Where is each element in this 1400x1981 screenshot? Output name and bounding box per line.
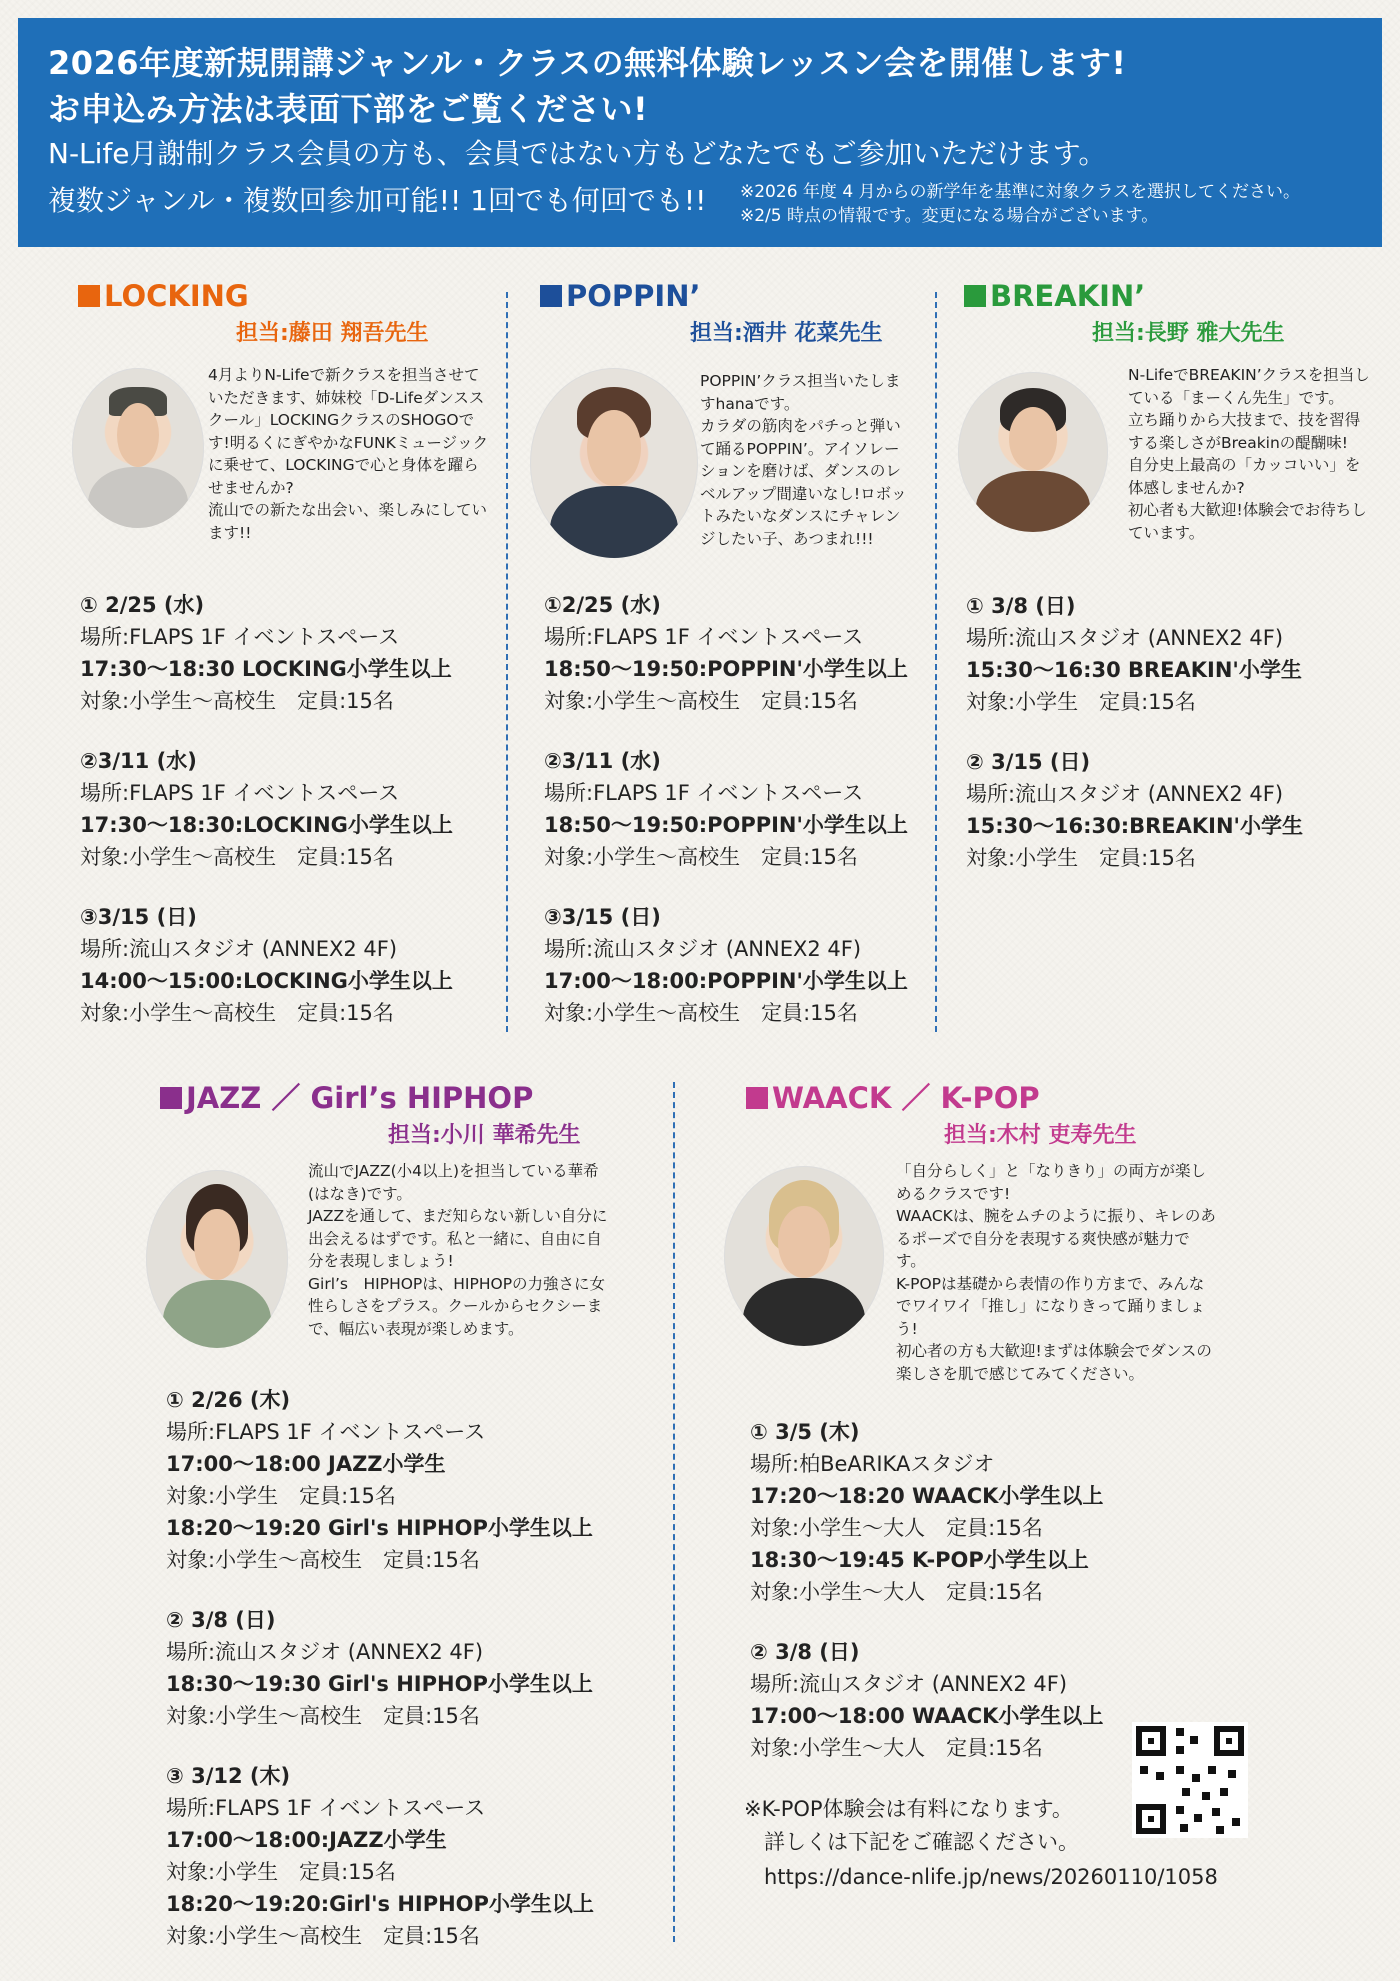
session-target: 対象:小学生〜高校生 定員:15名 — [80, 845, 394, 869]
session-date: ① 2/26 (木) — [166, 1388, 291, 1412]
banner-note-date: ※2/5 時点の情報です。変更になる場合がございます。 — [740, 206, 1159, 226]
teacher-name: 担当:長野 雅大先生 — [1092, 321, 1285, 346]
column-divider — [506, 292, 508, 1032]
session-block — [544, 901, 908, 1029]
session-date: ① 2/25 (水) — [80, 593, 205, 617]
session-target: 対象:小学生〜大人 定員:15名 — [750, 1580, 1043, 1604]
section-title: LOCKING — [78, 278, 249, 314]
session-place: 場所:FLAPS 1F イベントスペース — [166, 1420, 486, 1444]
teacher-intro: 4月よりN-Lifeで新クラスを担当させていただきます、姉妹校「D-Lifeダンススクール」LOCKINGクラスのSHOGOです!明るくにぎやかなFUNKミュージックに乗せて、LOCKINGで心と身体を躍らせませんか? 流山での新たな出会い、楽しみにしています!! — [208, 366, 489, 542]
session-place: 場所:流山スタジオ (ANNEX2 4F) — [166, 1640, 484, 1664]
square-icon — [964, 285, 986, 307]
banner-eligibility: N-Life月謝制クラス会員の方も、会員ではない方もどなたでもご参加いただけます。 — [48, 137, 1107, 170]
session-place: 場所:柏BeARIKAスタジオ — [750, 1452, 995, 1476]
teacher-intro: N-LifeでBREAKIN’クラスを担当している「まーくん先生」です。 立ち踊りから大技まで、技を習得する楽しさがBreakinの醍醐味! 自分史上最高の「カッコいい」を体感しませんか? 初心者も大歓迎!体験会でお待ちしています。 — [1128, 366, 1370, 542]
banner-subheadline: お申込み方法は表面下部をご覧ください! — [48, 90, 649, 128]
details-note: 詳しくは下記をご確認ください。 — [764, 1830, 1079, 1854]
section-title: WAACK ／ K-POP — [746, 1080, 1040, 1116]
session-time: 17:00〜18:00:JAZZ小学生 — [166, 1828, 447, 1852]
session-date: ② 3/8 (日) — [166, 1608, 276, 1632]
banner-multiple-note: 複数ジャンル・複数回参加可能!! 1回でも何回でも!! — [48, 184, 707, 217]
teacher-name: 担当:酒井 花菜先生 — [690, 321, 883, 346]
banner-note-grade: ※2026 年度 4 月からの新学年を基準に対象クラスを選択してください。 — [740, 182, 1301, 202]
session-place: 場所:FLAPS 1F イベントスペース — [166, 1796, 486, 1820]
session-target: 対象:小学生〜高校生 定員:15名 — [80, 689, 394, 713]
session-time: 15:30〜16:30:BREAKIN'小学生 — [966, 814, 1303, 838]
session-target: 対象:小学生 定員:15名 — [966, 846, 1196, 870]
session-block — [166, 1760, 594, 1952]
session-time: 18:20〜19:20:Girl's HIPHOP小学生以上 — [166, 1892, 594, 1916]
column-divider — [935, 292, 937, 1032]
session-target: 対象:小学生 定員:15名 — [166, 1860, 396, 1884]
square-icon — [160, 1087, 182, 1109]
session-target: 対象:小学生〜大人 定員:15名 — [750, 1736, 1043, 1760]
session-place: 場所:FLAPS 1F イベントスペース — [544, 781, 864, 805]
session-time: 14:00〜15:00:LOCKING小学生以上 — [80, 969, 453, 993]
session-block — [750, 1416, 1103, 1608]
square-icon — [746, 1087, 768, 1109]
session-date: ③3/15 (日) — [544, 905, 661, 929]
session-date: ② 3/8 (日) — [750, 1640, 860, 1664]
session-block — [750, 1636, 1103, 1764]
session-block — [80, 901, 453, 1029]
session-date: ① 3/5 (木) — [750, 1420, 860, 1444]
details-link[interactable]: https://dance-nlife.jp/news/20260110/1058 — [764, 1865, 1218, 1889]
session-target: 対象:小学生〜高校生 定員:15名 — [544, 845, 858, 869]
teacher-name: 担当:藤田 翔吾先生 — [236, 321, 429, 346]
session-target: 対象:小学生〜高校生 定員:15名 — [544, 689, 858, 713]
session-date: ②3/11 (水) — [80, 749, 197, 773]
session-place: 場所:流山スタジオ (ANNEX2 4F) — [966, 782, 1284, 806]
qr-code-icon[interactable] — [1132, 1722, 1248, 1838]
kpop-fee-note: ※K-POP体験会は有料になります。 — [744, 1797, 1073, 1821]
banner-headline: 2026年度新規開講ジャンル・クラスの無料体験レッスン会を開催します! — [48, 44, 1127, 82]
session-time: 17:00〜18:00 JAZZ小学生 — [166, 1452, 446, 1476]
session-block — [80, 589, 453, 717]
header-banner — [18, 18, 1382, 247]
session-block — [80, 745, 453, 873]
session-block — [966, 590, 1303, 718]
session-target: 対象:小学生〜高校生 定員:15名 — [166, 1924, 480, 1948]
teacher-name: 担当:小川 華希先生 — [388, 1123, 581, 1148]
teacher-intro: POPPIN’クラス担当いたしますhanaです。 カラダの筋肉をパチっと弾いて踊るPOPPIN’。アイソレーションを磨けば、ダンスのレベルアップ間違いなし!ロボットみたいなダンスにチャレンジしたい子、あつまれ!!! — [700, 372, 907, 548]
session-place: 場所:流山スタジオ (ANNEX2 4F) — [544, 937, 862, 961]
session-target: 対象:小学生〜高校生 定員:15名 — [166, 1548, 480, 1572]
session-target: 対象:小学生〜高校生 定員:15名 — [80, 1001, 394, 1025]
teacher-photo — [724, 1166, 884, 1346]
session-time: 17:30〜18:30:LOCKING小学生以上 — [80, 813, 453, 837]
session-target: 対象:小学生〜高校生 定員:15名 — [544, 1001, 858, 1025]
session-block — [166, 1604, 594, 1732]
session-date: ①2/25 (水) — [544, 593, 661, 617]
session-block — [544, 589, 908, 717]
session-place: 場所:流山スタジオ (ANNEX2 4F) — [80, 937, 398, 961]
session-time: 15:30〜16:30 BREAKIN'小学生 — [966, 658, 1302, 682]
session-block — [544, 745, 908, 873]
schedule-list — [80, 589, 453, 1057]
schedule-list — [966, 590, 1303, 902]
section-title: POPPIN’ — [540, 278, 701, 314]
teacher-photo — [530, 368, 698, 558]
session-date: ③3/15 (日) — [80, 905, 197, 929]
session-target: 対象:小学生〜大人 定員:15名 — [750, 1516, 1043, 1540]
session-time: 17:30〜18:30 LOCKING小学生以上 — [80, 657, 452, 681]
schedule-list — [166, 1384, 594, 1980]
session-target: 対象:小学生 定員:15名 — [966, 690, 1196, 714]
schedule-list — [544, 589, 908, 1057]
session-time: 18:30〜19:30 Girl's HIPHOP小学生以上 — [166, 1672, 593, 1696]
section-title: BREAKIN’ — [964, 278, 1145, 314]
session-date: ① 3/8 (日) — [966, 594, 1076, 618]
session-time: 18:50〜19:50:POPPIN'小学生以上 — [544, 813, 908, 837]
session-place: 場所:流山スタジオ (ANNEX2 4F) — [966, 626, 1284, 650]
session-date: ③ 3/12 (木) — [166, 1764, 291, 1788]
session-time: 17:00〜18:00:POPPIN'小学生以上 — [544, 969, 908, 993]
teacher-name: 担当:木村 吏寿先生 — [944, 1123, 1137, 1148]
session-block — [166, 1384, 594, 1576]
teacher-photo — [72, 368, 204, 528]
session-place: 場所:FLAPS 1F イベントスペース — [80, 625, 400, 649]
session-time: 18:30〜19:45 K-POP小学生以上 — [750, 1548, 1089, 1572]
session-place: 場所:FLAPS 1F イベントスペース — [80, 781, 400, 805]
column-divider — [673, 1082, 675, 1942]
session-time: 17:20〜18:20 WAACK小学生以上 — [750, 1484, 1104, 1508]
session-block — [966, 746, 1303, 874]
session-time: 18:20〜19:20 Girl's HIPHOP小学生以上 — [166, 1516, 593, 1540]
teacher-photo — [146, 1170, 288, 1348]
session-target: 対象:小学生 定員:15名 — [166, 1484, 396, 1508]
session-place: 場所:FLAPS 1F イベントスペース — [544, 625, 864, 649]
banner-notes — [740, 180, 1300, 228]
session-date: ② 3/15 (日) — [966, 750, 1091, 774]
session-date: ②3/11 (水) — [544, 749, 661, 773]
square-icon — [78, 285, 100, 307]
session-target: 対象:小学生〜高校生 定員:15名 — [166, 1704, 480, 1728]
schedule-list — [750, 1416, 1103, 1792]
session-time: 17:00〜18:00 WAACK小学生以上 — [750, 1704, 1104, 1728]
teacher-intro: 流山でJAZZ(小4以上)を担当している華希(はなき)です。 JAZZを通して、まだ知らない新しい自分に出会えるはずです。私と一緒に、自由に自分を表現しましょう! Girl’s HIPHOPは、HIPHOPの力強さに女性らしさをプラス。クールからセクシーまで、幅広い表現が楽しめます。 — [308, 1162, 608, 1338]
session-time: 18:50〜19:50:POPPIN'小学生以上 — [544, 657, 908, 681]
section-title: JAZZ ／ Girl’s HIPHOP — [160, 1080, 533, 1116]
teacher-photo — [958, 372, 1108, 532]
session-place: 場所:流山スタジオ (ANNEX2 4F) — [750, 1672, 1068, 1696]
square-icon — [540, 285, 562, 307]
teacher-intro: 「自分らしく」と「なりきり」の両方が楽しめるクラスです! WAACKは、腕をムチのように振り、キレのあるポーズで自分を表現する爽快感が魅力です。 K-POPは基礎から表情の作り方まで、みんなでワイワイ「推し」になりきって踊りましょう! 初心者の方も大歓迎!まずは体験会でダンスの楽しさを肌で感じてみてください。 — [896, 1162, 1216, 1383]
